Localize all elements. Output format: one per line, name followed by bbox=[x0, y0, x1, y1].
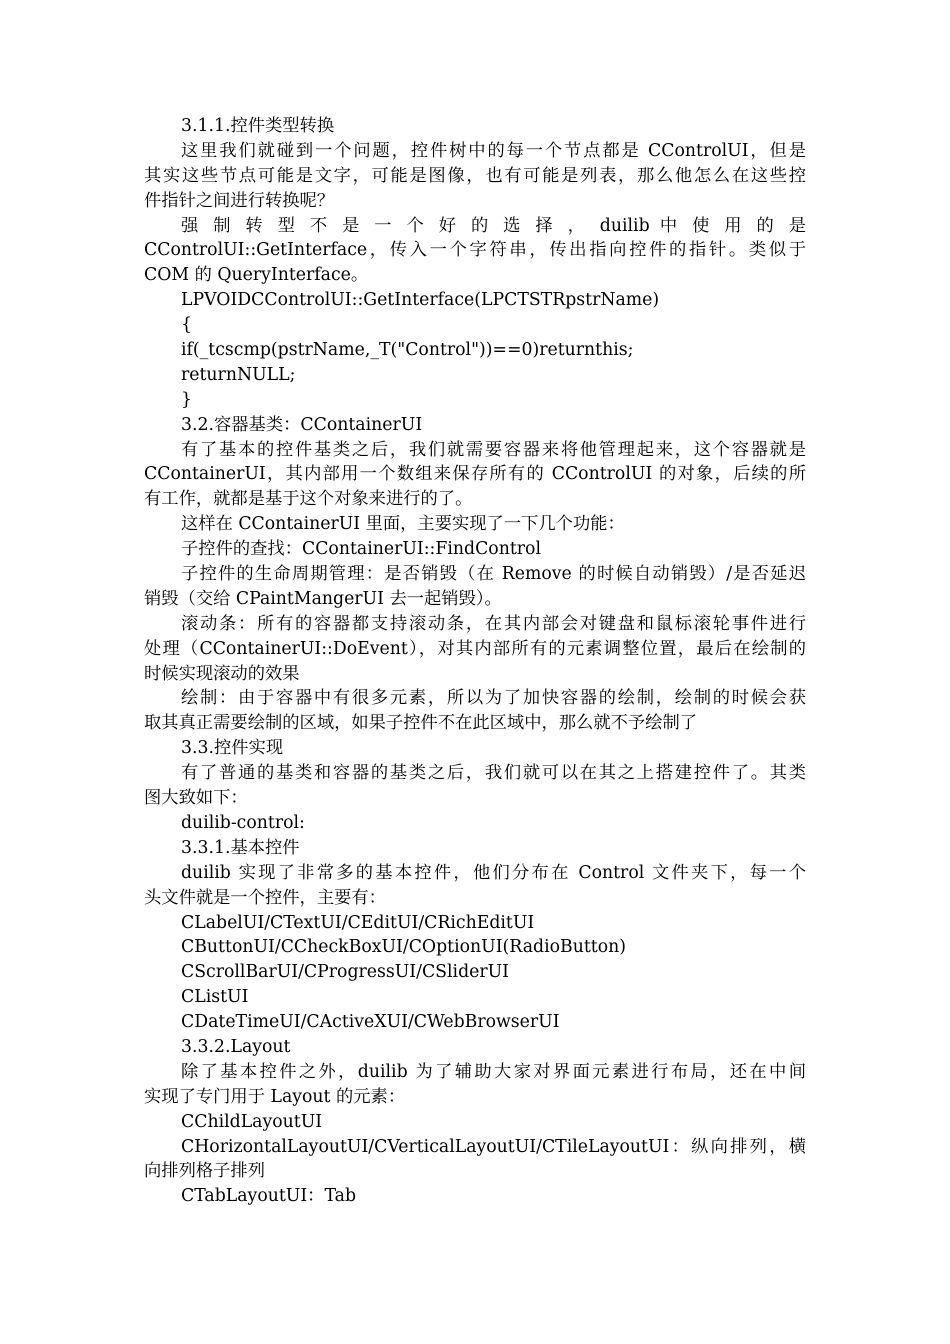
section-heading-3-3-1: 3.3.1.基本控件 bbox=[181, 837, 300, 858]
section-heading-3-3-2: 3.3.2.Layout bbox=[181, 1036, 291, 1057]
paragraph-line: 向排列格子排列 bbox=[144, 1161, 265, 1182]
document-page bbox=[144, 114, 806, 1209]
paragraph-line: 这里我们就碰到一个问题，控件树中的每一个节点都是 CControlUI，但是 bbox=[181, 140, 806, 161]
code-line: if(_tcscmp(pstrName,_T("Control"))==0)returnthis; bbox=[181, 340, 634, 361]
paragraph-line: 头文件就是一个控件，主要有： bbox=[144, 887, 386, 908]
list-item: CDateTimeUI/CActiveXUI/CWebBrowserUI bbox=[181, 1012, 560, 1033]
section-heading-3-1-1: 3.1.1.控件类型转换 bbox=[181, 116, 335, 136]
paragraph-line: CControlUI::GetInterface，传入一个字符串，传出指向控件的指针。类似于 bbox=[144, 240, 806, 261]
paragraph-line: 图大致如下： bbox=[144, 788, 248, 809]
paragraph-line: 有工作，就都是基于这个对象来进行的了。 bbox=[144, 489, 473, 510]
paragraph-line: 时候实现滚动的效果 bbox=[144, 663, 300, 684]
list-item: CLabelUI/CTextUI/CEditUI/CRichEditUI bbox=[181, 912, 535, 933]
paragraph-line: 实现了专门用于 Layout 的元素： bbox=[144, 1086, 406, 1107]
paragraph-line: 强 制 转 型 不 是 一 个 好 的 选 择 ， duilib 中 使 用 的 是 bbox=[181, 215, 806, 236]
paragraph-line: 这样在 CContainerUI 里面，主要实现了一下几个功能： bbox=[181, 514, 625, 535]
paragraph-line: 其实这些节点可能是文字，可能是图像，也有可能是列表，那么他怎么在这些控 bbox=[144, 165, 806, 186]
section-heading-3-3: 3.3.控件实现 bbox=[181, 738, 284, 759]
paragraph-line: CContainerUI，其内部用一个数组来保存所有的 CControlUI 的对象，后续的所 bbox=[144, 464, 806, 485]
list-item: CChildLayoutUI bbox=[181, 1111, 323, 1132]
list-item: CTabLayoutUI：Tab bbox=[181, 1186, 357, 1207]
paragraph-line: 销毁（交给 CPaintMangerUI 去一起销毁）。 bbox=[144, 588, 502, 609]
paragraph-line: duilib 实现了非常多的基本控件，他们分布在 Control 文件夹下，每一个 bbox=[181, 862, 806, 883]
code-line: returnNULL; bbox=[181, 364, 296, 385]
paragraph-line: 件指针之间进行转换呢？ bbox=[144, 190, 335, 211]
section-heading-3-2: 3.2.容器基类：CContainerUI bbox=[181, 414, 423, 435]
paragraph-line: duilib-control: bbox=[181, 812, 305, 833]
paragraph-line: 除了基本控件之外，duilib 为了辅助大家对界面元素进行布局，还在中间 bbox=[181, 1061, 806, 1082]
paragraph-line: 处理（CContainerUI::DoEvent），对其内部所有的元素调整位置，最后在绘制的 bbox=[144, 638, 806, 659]
paragraph-line: 有了基本的控件基类之后，我们就需要容器来将他管理起来，这个容器就是 bbox=[181, 439, 806, 460]
code-line: } bbox=[181, 389, 192, 410]
paragraph-line: 绘制：由于容器中有很多元素，所以为了加快容器的绘制，绘制的时候会获 bbox=[181, 688, 806, 709]
paragraph-line: 有了普通的基类和容器的基类之后，我们就可以在其之上搭建控件了。其类 bbox=[181, 763, 806, 784]
list-item: CScrollBarUI/CProgressUI/CSliderUI bbox=[181, 962, 510, 983]
paragraph-line: 滚动条：所有的容器都支持滚动条，在其内部会对键盘和鼠标滚轮事件进行 bbox=[181, 613, 806, 634]
list-item: CListUI bbox=[181, 987, 249, 1008]
code-line: { bbox=[181, 315, 192, 336]
paragraph-line: 子控件的查找：CContainerUI::FindControl bbox=[181, 539, 541, 560]
paragraph-line: COM 的 QueryInterface。 bbox=[144, 265, 369, 286]
code-line: LPVOIDCControlUI::GetInterface(LPCTSTRpstrName) bbox=[181, 290, 660, 311]
paragraph-line: 取其真正需要绘制的区域，如果子控件不在此区域中，那么就不予绘制了 bbox=[144, 713, 698, 734]
list-item: CButtonUI/CCheckBoxUI/COptionUI(RadioButton) bbox=[181, 937, 626, 958]
paragraph-line: 子控件的生命周期管理：是否销毁（在 Remove 的时候自动销毁）/是否延迟 bbox=[181, 564, 806, 585]
list-item: CHorizontalLayoutUI/CVerticalLayoutUI/CTileLayoutUI：纵向排列，横 bbox=[181, 1136, 806, 1157]
